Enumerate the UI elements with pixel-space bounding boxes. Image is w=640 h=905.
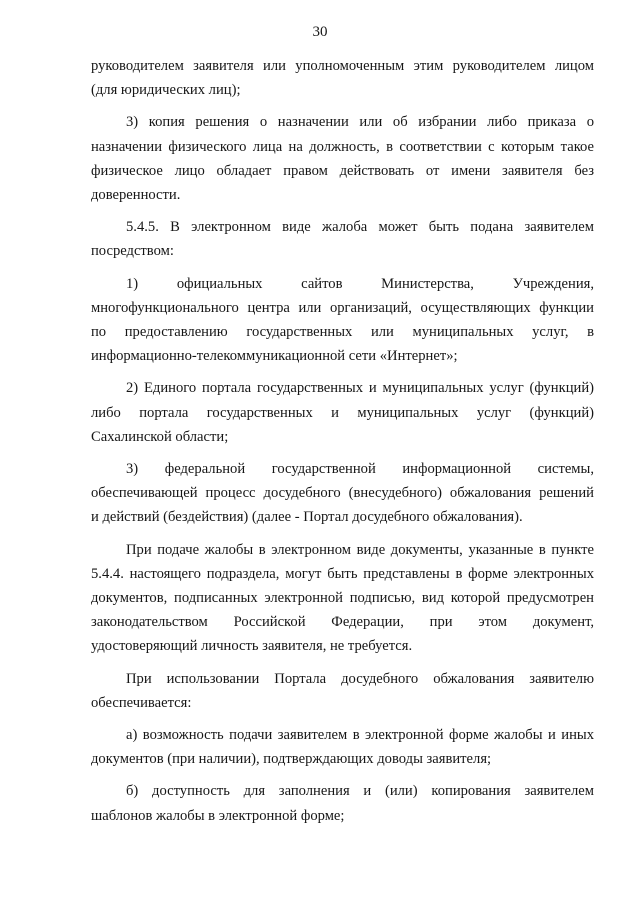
text-line: обеспечивается: <box>91 694 192 711</box>
text-line: б) доступность для заполнения и (или) копирования заявителем <box>126 783 594 800</box>
text-line: по предоставлению государственных или муниципальных услуг, в <box>91 324 594 341</box>
page-number: 30 <box>312 24 328 40</box>
text-line: Сахалинской области; <box>91 428 229 445</box>
paragraph <box>91 779 594 827</box>
text-line: (для юридических лиц); <box>91 82 241 99</box>
text-line: физическое лицо обладает правом действовать от имени заявителя без <box>91 162 594 179</box>
text-line: шаблонов жалобы в электронной форме; <box>91 807 345 824</box>
text-line: доверенности. <box>91 187 181 204</box>
paragraph <box>91 110 594 207</box>
paragraph <box>91 376 594 449</box>
paragraph <box>91 215 594 263</box>
text-line: 2) Единого портала государственных и муниципальных услуг (функций) <box>126 380 594 397</box>
text-line: При использовании Портала досудебного обжалования заявителю <box>126 670 594 687</box>
text-line: посредством: <box>91 243 174 260</box>
text-line: законодательством Российской Федерации, при этом документ, <box>91 614 594 631</box>
text-line: документов, подписанных электронной подписью, вид которой предусмотрен <box>91 590 594 607</box>
text-line: При подаче жалобы в электронном виде документы, указанные в пункте <box>126 541 594 558</box>
text-line: назначении физического лица на должность, в соответствии с которым такое <box>91 138 594 155</box>
text-line: а) возможность подачи заявителем в электронной форме жалобы и иных <box>126 727 594 744</box>
paragraph <box>91 723 594 771</box>
text-line: удостоверяющий личность заявителя, не требуется. <box>91 638 413 655</box>
paragraph <box>91 54 594 102</box>
paragraph <box>91 272 594 369</box>
document-body <box>91 54 594 828</box>
text-line: либо портала государственных и муниципальных услуг (функций) <box>91 404 594 421</box>
text-line: 3) федеральной государственной информационной системы, <box>126 461 594 478</box>
paragraph <box>91 667 594 715</box>
text-line: документов (при наличии), подтверждающих доводы заявителя; <box>91 751 492 768</box>
text-line: 3) копия решения о назначении или об избрании либо приказа о <box>126 114 594 131</box>
text-line: руководителем заявителя или уполномоченным этим руководителем лицом <box>91 58 594 74</box>
text-line: информационно-телекоммуникационной сети «Интернет»; <box>91 348 458 365</box>
text-line: 5.4.4. настоящего подраздела, могут быть представлены в форме электронных <box>91 565 594 582</box>
text-line: 1) официальных сайтов Министерства, Учреждения, <box>126 275 594 292</box>
text-line: 5.4.5. В электронном виде жалоба может быть подана заявителем <box>126 219 594 236</box>
paragraph <box>91 457 594 530</box>
paragraph <box>91 538 594 659</box>
text-line: и действий (бездействия) (далее - Портал досудебного обжалования). <box>91 509 523 526</box>
text-line: обеспечивающей процесс досудебного (внесудебного) обжалования решений <box>91 485 594 502</box>
text-line: многофункционального центра или организаций, осуществляющих функции <box>91 299 594 316</box>
